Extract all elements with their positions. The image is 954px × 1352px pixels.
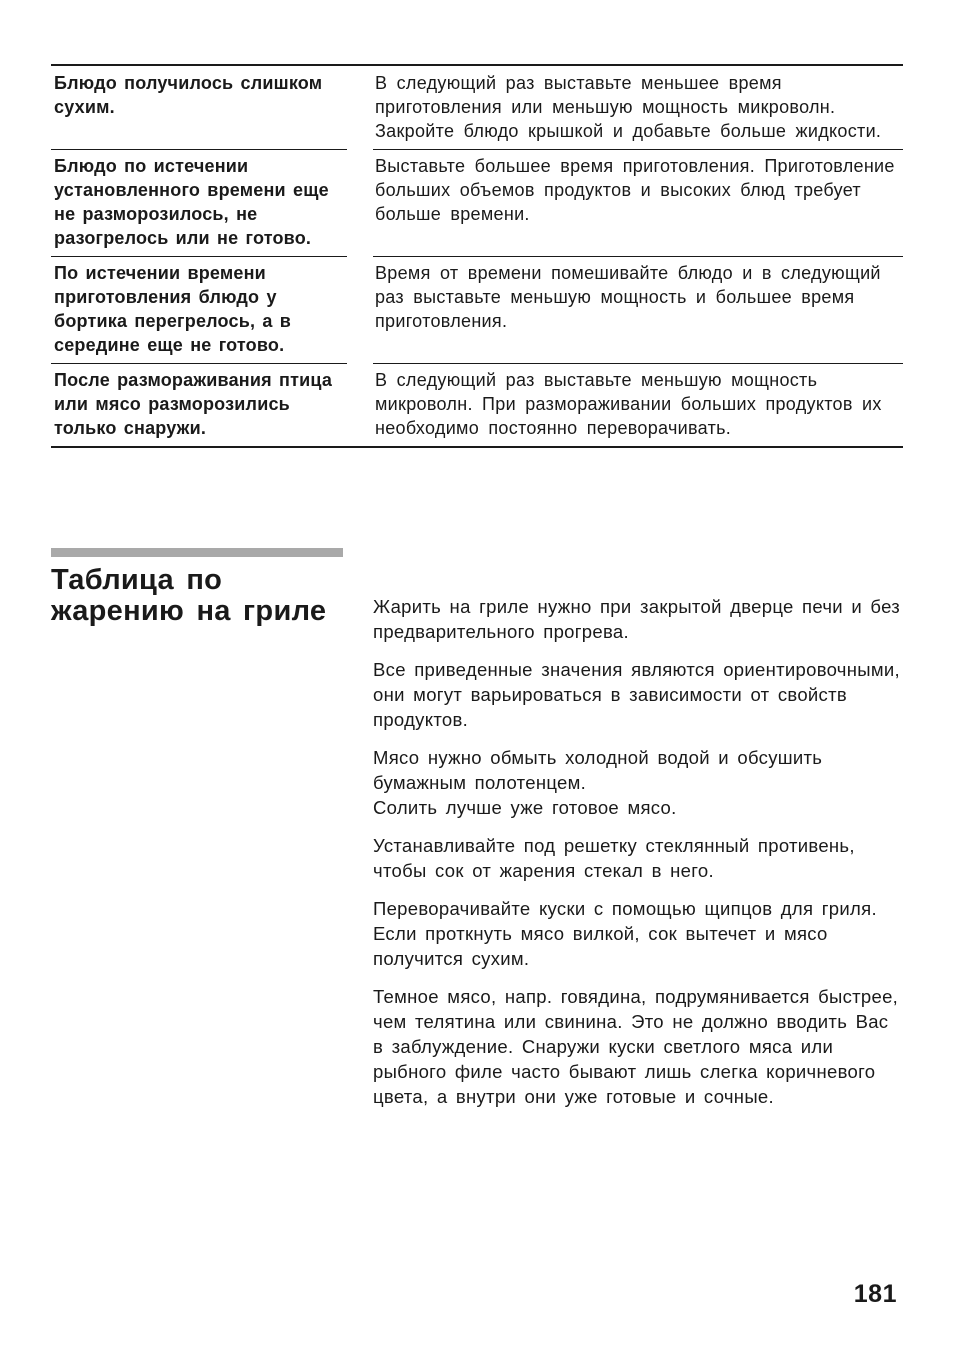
remedy-cell: Выставьте большее время приготовления. Приготовление больших объемов продуктов и высоких блюд требует больше времени. (375, 156, 895, 224)
body-line: Солить лучше уже готовое мясо. (373, 797, 677, 818)
section-body (373, 594, 905, 1122)
remedy-cell: В следующий раз выставьте меньшую мощность микроволн. При размораживании больших продуктов их необходимо постоянно переворачивать. (375, 370, 882, 438)
table-row (51, 256, 903, 363)
problem-cell: По истечении времени приготовления блюдо у бортика перегрелось, а в середине еще не готово. (54, 263, 292, 355)
body-paragraph: Устанавливайте под решетку стеклянный противень, чтобы сок от жарения стекал в него. (373, 835, 855, 881)
table-row (51, 66, 903, 149)
body-paragraph: Переворачивайте куски с помощью щипцов для гриля. Если проткнуть мясо вилкой, сок вытечет и мясо получится сухим. (373, 898, 877, 969)
page-number: 181 (853, 1280, 897, 1308)
section-title: Таблица по жарению на гриле (51, 564, 327, 627)
troubleshooting-table (51, 64, 903, 448)
remedy-cell: Время от времени помешивайте блюдо и в следующий раз выставьте меньшую мощность и большее время приготовления. (375, 263, 881, 331)
table-row (51, 149, 903, 256)
body-paragraph: Все приведенные значения являются ориентировочными, они могут варьироваться в зависимости от свойств продуктов. (373, 659, 900, 730)
body-line: Мясо нужно обмыть холодной водой и обсушить бумажным полотенцем. (373, 747, 823, 793)
section-divider-bar (51, 548, 343, 557)
body-paragraph: Жарить на гриле нужно при закрытой дверце печи и без предварительного прогрева. (373, 596, 901, 642)
remedy-cell: В следующий раз выставьте меньшее время приготовления или меньшую мощность микроволн. Закройте блюдо крышкой и добавьте больше жидкости. (375, 73, 882, 141)
problem-cell: Блюдо по истечении установленного времени еще не разморозилось, не разогрелось или не готово. (54, 156, 329, 248)
problem-cell: После размораживания птица или мясо разморозились только снаружи. (54, 370, 333, 438)
body-paragraph (373, 745, 905, 820)
table-row (51, 363, 903, 446)
body-paragraph: Темное мясо, напр. говядина, подрумянивается быстрее, чем телятина или свинина. Это не должно вводить Вас в заблуждение. Снаружи куски светлого мяса или рыбного филе часто бывают лишь слегка коричневого цвета, а внутри они уже готовые и сочные. (373, 986, 899, 1107)
problem-cell: Блюдо получилось слишком сухим. (54, 73, 323, 117)
